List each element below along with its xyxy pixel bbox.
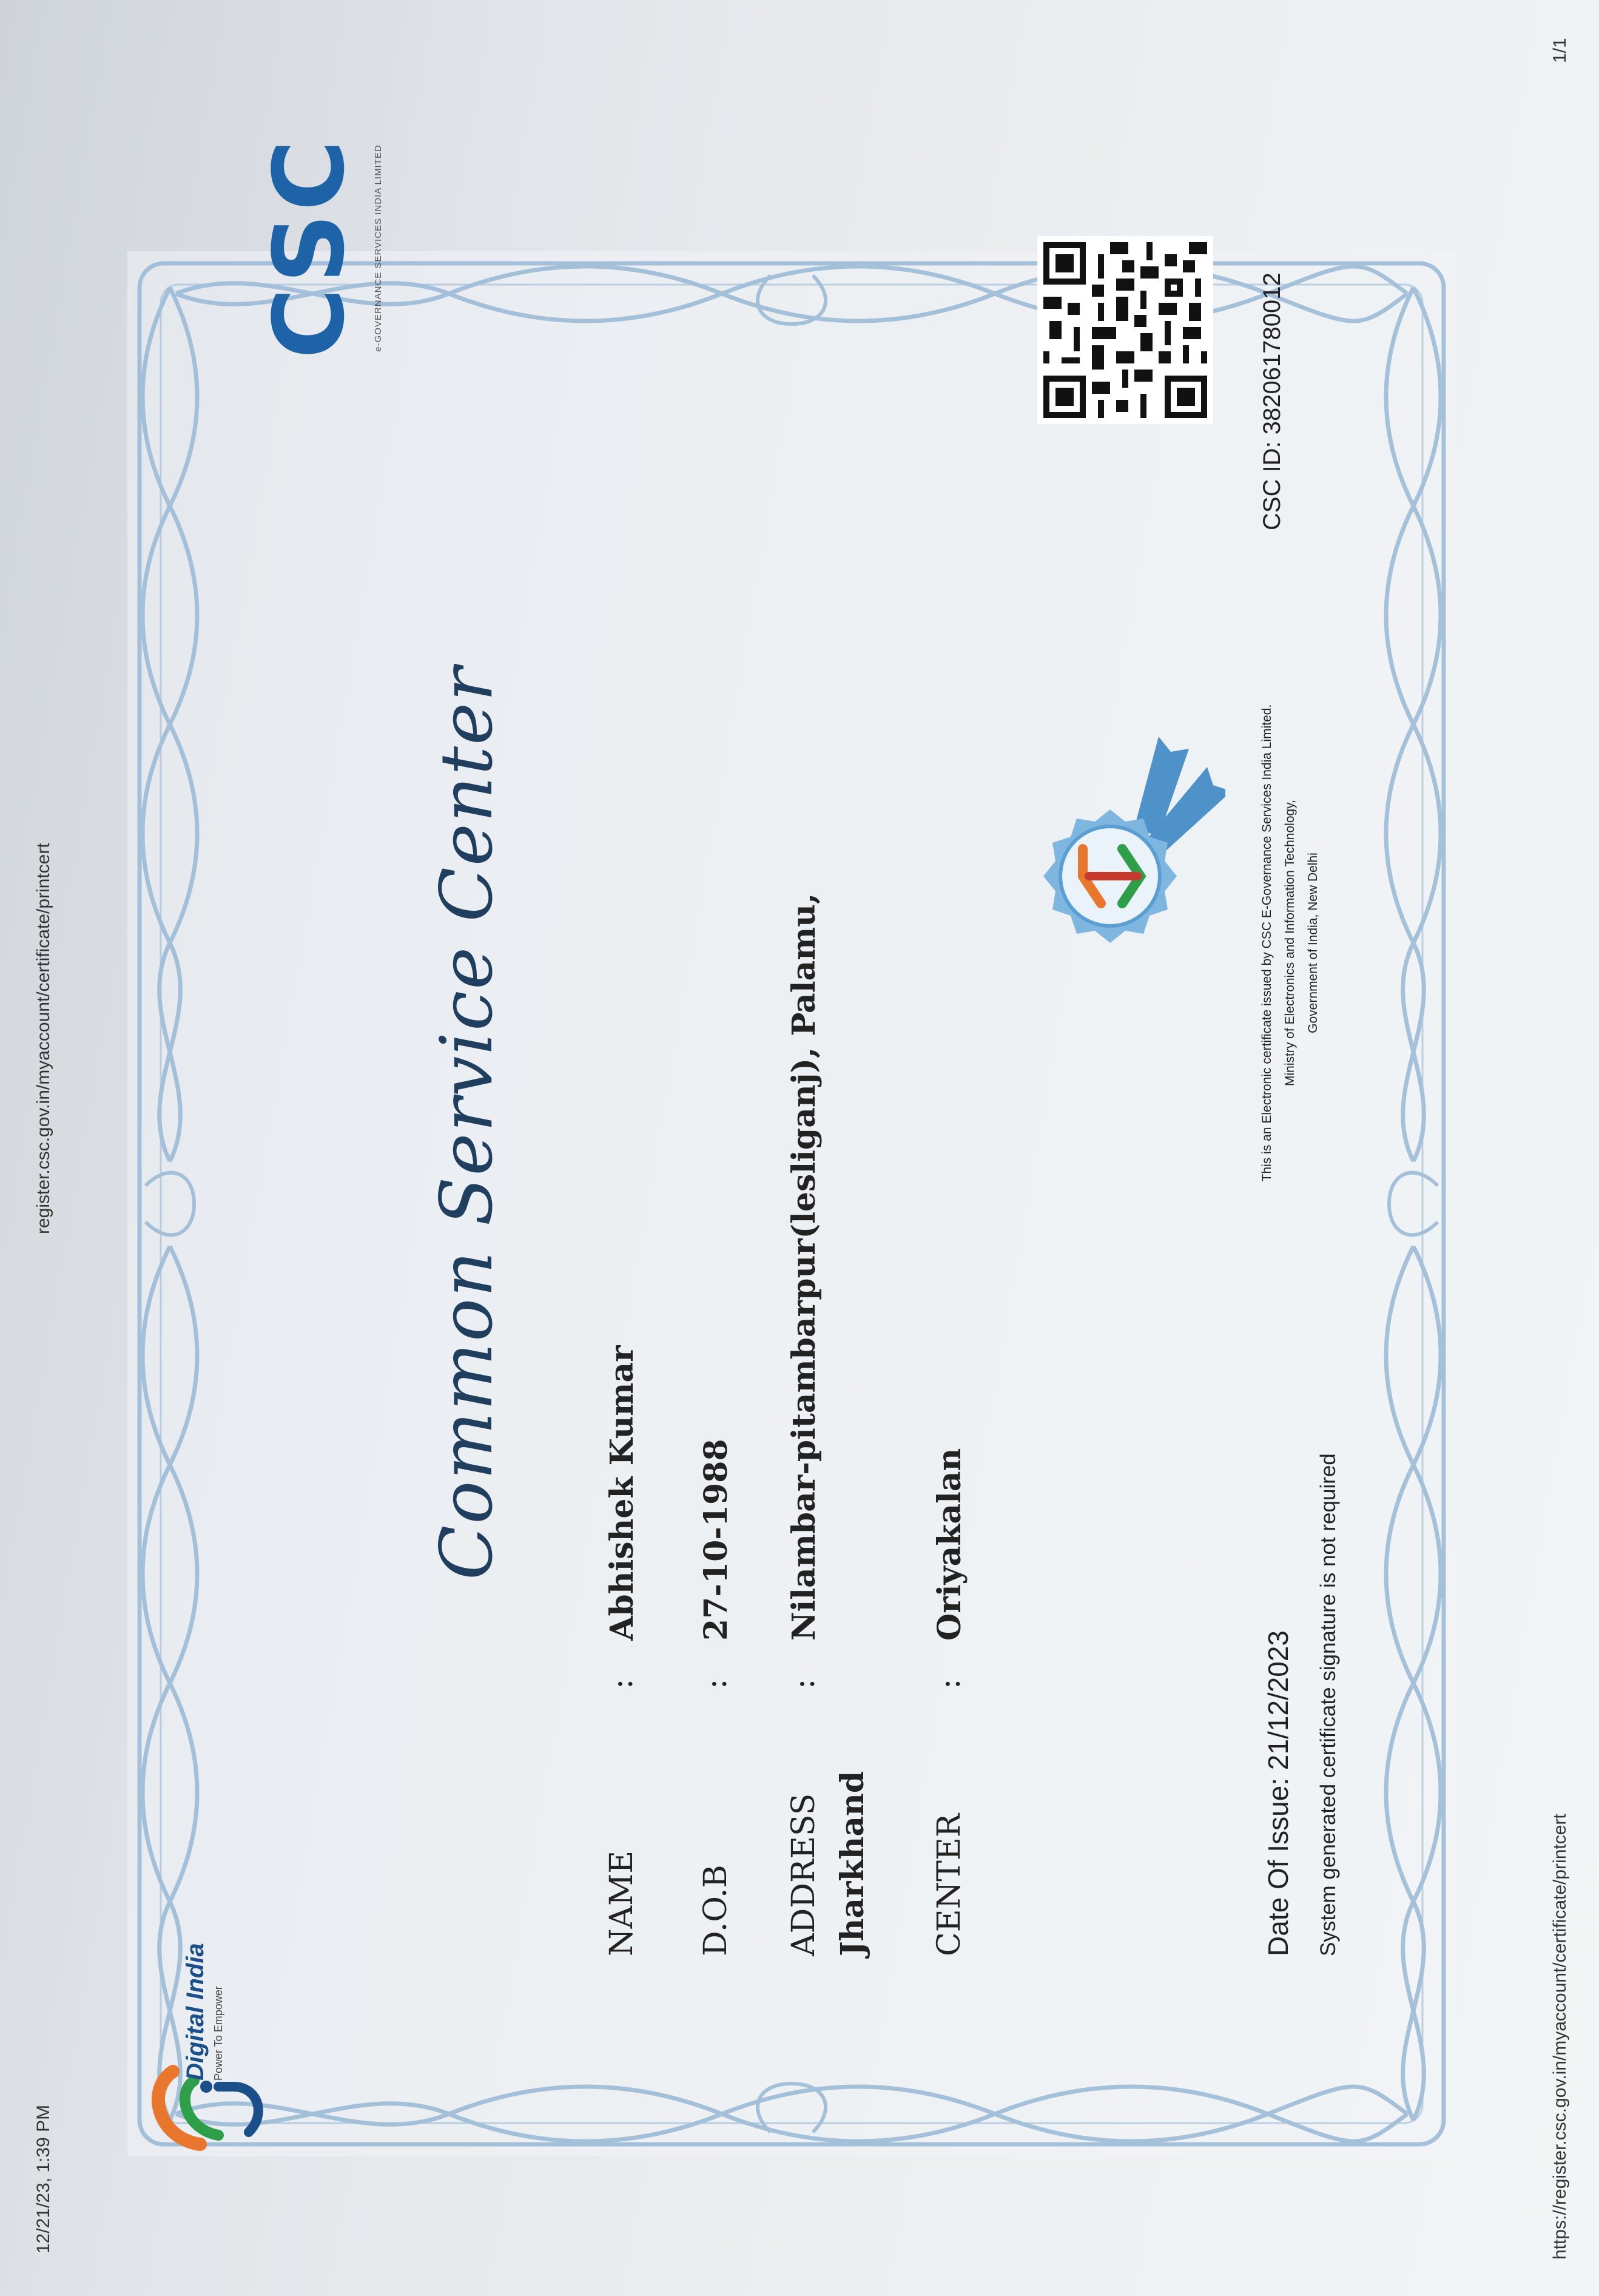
csc-logo-subtitle: e-GOVERNANCE SERVICES INDIA LIMITED [373,144,383,352]
page-number: 1/1 [1550,38,1570,63]
print-header-url: register.csc.gov.in/myaccount/certificate/printcert [33,843,53,1234]
center-separator: : [931,1678,968,1689]
name-label: NAME [604,1850,640,1956]
address-label: ADDRESS [786,1793,822,1956]
electronic-certificate-note [1256,700,1325,1186]
name-separator: : [604,1678,640,1689]
dob-separator: : [698,1678,734,1689]
print-footer-url: https://register.csc.gov.in/myaccount/certificate/printcert [1550,1814,1570,2260]
csc-id: CSC ID: 382061780012 [1259,272,1285,530]
dob-label: D.O.B [698,1865,734,1956]
digital-india-logo [127,1938,279,2156]
address-separator: : [786,1678,822,1689]
electronic-note-line: This is an Electronic certificate issued by CSC E-Governance Services India Limited. [1260,704,1274,1182]
certificate-title: Common Service Center [425,666,508,1580]
address-value: Nilambar-pitambarpur(lesliganj), Palamu, [786,893,823,1641]
center-value: Oriyakalan [931,1448,968,1641]
digital-india-tagline: Power To Empower [212,1986,224,2081]
system-generated-note: System generated certificate signature is not required [1316,1453,1340,1956]
date-of-issue: Date Of Issue: 21/12/2023 [1262,1630,1294,1956]
print-datetime: 12/21/23, 1:39 PM [33,2104,53,2254]
electronic-note-line: Ministry of Electronics and Information Technology, [1283,800,1297,1086]
csc-seal-badge-icon [1031,724,1225,967]
digital-india-wordmark: Digital India [182,1943,209,2081]
electronic-note-line: Government of India, New Delhi [1306,853,1320,1033]
name-value: Abhishek Kumar [604,1345,641,1641]
center-label: CENTER [931,1813,968,1956]
csc-wordmark: CSC [252,137,366,359]
dob-value: 27-10-1988 [698,1439,735,1641]
csc-logo [249,103,394,394]
address-value-continued: Jharkhand [834,1771,871,1956]
qr-code-icon [1037,236,1213,424]
